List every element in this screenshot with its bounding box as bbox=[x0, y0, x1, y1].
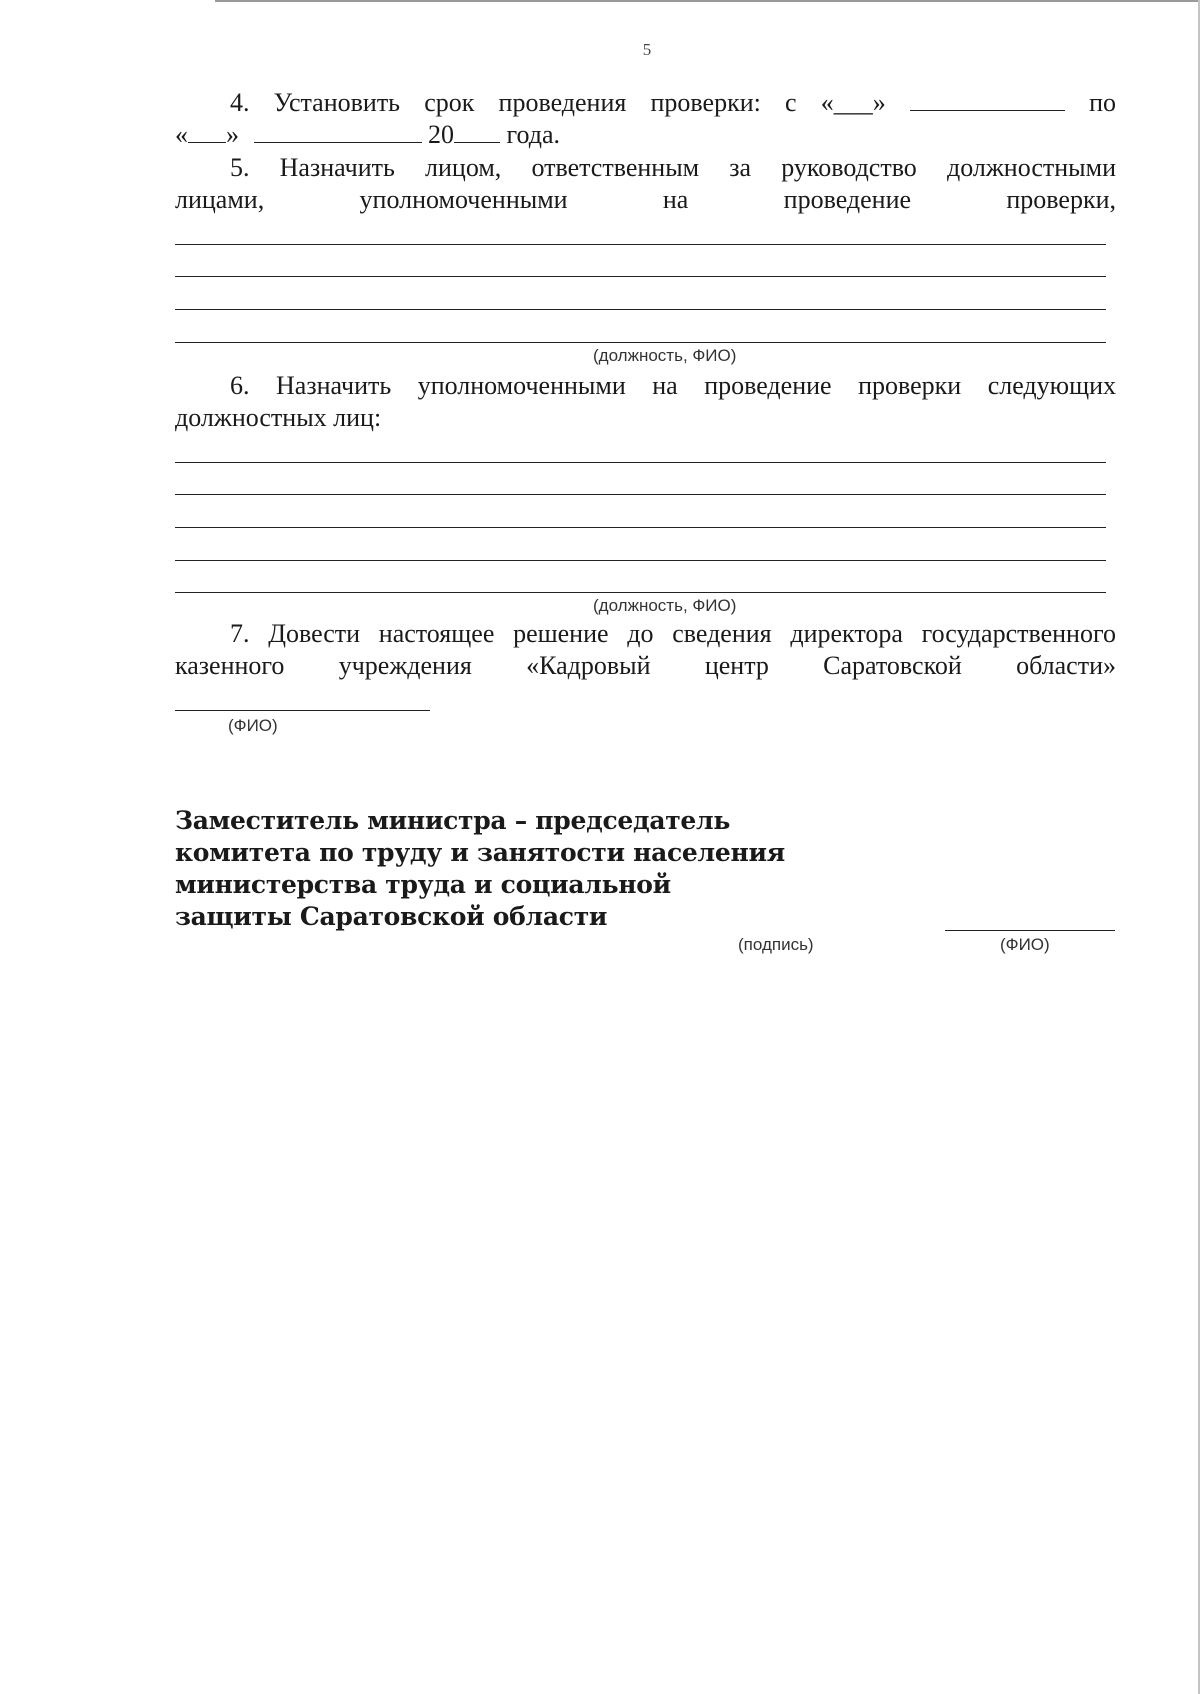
item-5-fill-line-1[interactable] bbox=[175, 244, 1106, 245]
item-7-director-name-line[interactable] bbox=[175, 710, 430, 711]
item-6-fill-line-4[interactable] bbox=[175, 560, 1106, 561]
item-5-paragraph bbox=[175, 152, 1116, 216]
item-4-line-1-end: по bbox=[1089, 88, 1116, 117]
item-5-line-1: 5. Назначить лицом, ответственным за руководство должностными bbox=[230, 153, 1116, 182]
item-6-fill-line-5[interactable] bbox=[175, 592, 1106, 593]
item-4-quote-close: » bbox=[226, 120, 239, 149]
item-5-fill-line-3[interactable] bbox=[175, 309, 1106, 310]
item-7-line-2: казенного учреждения «Кадровый центр Саратовской области» bbox=[175, 651, 1116, 680]
item-4-paragraph bbox=[175, 87, 1116, 151]
item-6-line-2: должностных лиц: bbox=[175, 403, 382, 432]
signatory-block bbox=[175, 805, 785, 933]
item-6-fill-line-3[interactable] bbox=[175, 527, 1106, 528]
item-5-fill-line-4[interactable] bbox=[175, 342, 1106, 343]
signatory-line-3: министерства труда и социальной bbox=[175, 870, 671, 899]
item-4-line-1-text: 4. Установить срок проведения проверки: с «___» bbox=[230, 88, 886, 117]
item-7-caption: (ФИО) bbox=[228, 716, 278, 735]
signatory-line-4: защиты Саратовской области bbox=[175, 902, 608, 931]
item-4-day-blank[interactable] bbox=[188, 120, 226, 143]
item-6-caption: (должность, ФИО) bbox=[593, 596, 737, 615]
signatory-name-caption: (ФИО) bbox=[1000, 935, 1050, 954]
scan-edge-top bbox=[215, 0, 1200, 2]
signature-caption: (подпись) bbox=[738, 935, 814, 954]
item-4-line-2 bbox=[175, 119, 1116, 151]
item-5-line-2: лицами, уполномоченными на проведение проверки, bbox=[175, 185, 1116, 214]
signatory-name-line[interactable] bbox=[945, 930, 1115, 931]
item-4-year-blank[interactable] bbox=[454, 120, 500, 143]
item-5-caption: (должность, ФИО) bbox=[593, 346, 737, 365]
item-4-month2-blank[interactable] bbox=[254, 120, 422, 143]
item-4-line-2-end: года. bbox=[506, 120, 561, 149]
item-6-paragraph bbox=[175, 370, 1116, 434]
item-6-fill-line-2[interactable] bbox=[175, 494, 1106, 495]
item-4-month-blank[interactable] bbox=[910, 88, 1065, 111]
page-number: 5 bbox=[642, 40, 652, 59]
item-6-line-1: 6. Назначить уполномоченными на проведение проверки следующих bbox=[230, 371, 1116, 400]
item-7-paragraph bbox=[175, 618, 1116, 682]
item-6-fill-line-1[interactable] bbox=[175, 462, 1106, 463]
item-5-fill-line-2[interactable] bbox=[175, 276, 1106, 277]
signatory-line-1: Заместитель министра – председатель bbox=[175, 806, 731, 835]
signatory-line-2: комитета по труду и занятости населения bbox=[175, 838, 785, 867]
item-4-quote-open: « bbox=[175, 120, 188, 149]
item-7-line-1: 7. Довести настоящее решение до сведения директора государственного bbox=[230, 619, 1116, 648]
item-4-line-1 bbox=[175, 87, 1116, 119]
item-4-year-prefix: 20 bbox=[428, 120, 454, 149]
